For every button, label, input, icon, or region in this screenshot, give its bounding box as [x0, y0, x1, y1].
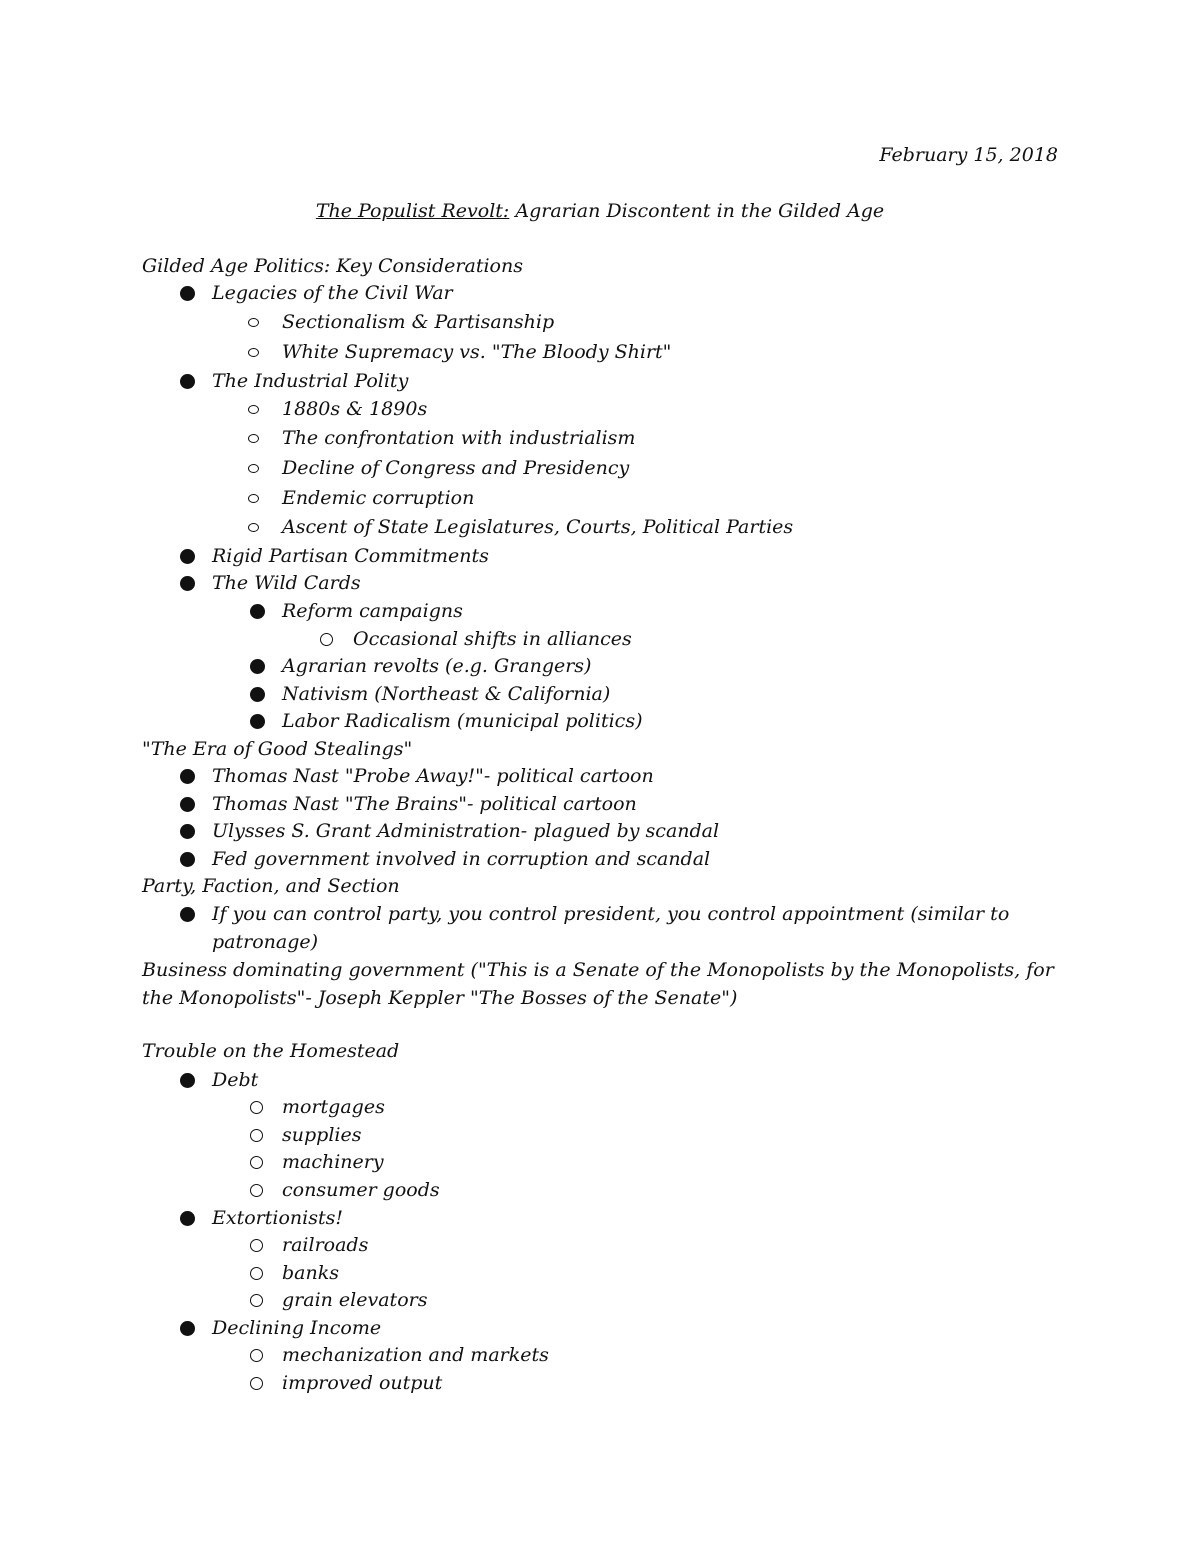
bullet-circle-icon	[250, 1156, 263, 1169]
bullet-circle-icon	[250, 1377, 263, 1390]
list-item: The confrontation with industrialism	[282, 427, 636, 449]
list-item: Rigid Partisan Commitments	[212, 545, 489, 567]
bullet-dot-icon	[250, 604, 265, 619]
bullet-circle-icon	[250, 1101, 263, 1114]
bullet-dot-icon	[180, 769, 195, 784]
list-item: The Industrial Polity	[212, 370, 409, 392]
list-item: Debt	[212, 1069, 259, 1091]
bullet-circle-icon	[320, 633, 333, 646]
section-heading-era-of-good-stealings: "The Era of Good Stealings"	[142, 738, 413, 760]
list-item: Declining Income	[212, 1317, 382, 1339]
list-item: mortgages	[282, 1096, 385, 1118]
list-item: machinery	[282, 1151, 384, 1173]
list-item: Reform campaigns	[282, 600, 463, 622]
list-item-continuation: patronage)	[212, 931, 319, 953]
bullet-dot-icon	[180, 286, 195, 301]
bullet-small-circle-icon	[248, 494, 259, 503]
list-item: Sectionalism & Partisanship	[282, 311, 555, 333]
list-item: Extortionists!	[212, 1207, 343, 1229]
bullet-small-circle-icon	[248, 405, 259, 414]
bullet-circle-icon	[250, 1239, 263, 1252]
list-item: Labor Radicalism (municipal politics)	[282, 710, 643, 732]
list-item: Decline of Congress and Presidency	[282, 457, 630, 479]
section-heading-trouble-on-homestead: Trouble on the Homestead	[142, 1040, 400, 1062]
list-item: Nativism (Northeast & California)	[282, 683, 611, 705]
list-item: Legacies of the Civil War	[212, 282, 453, 304]
section-heading-gilded-age-politics: Gilded Age Politics: Key Considerations	[142, 255, 523, 277]
list-item: White Supremacy vs. "The Bloody Shirt"	[282, 341, 672, 363]
bullet-dot-icon	[180, 1211, 195, 1226]
list-item: 1880s & 1890s	[282, 398, 428, 420]
paragraph-line: the Monopolists"- Joseph Keppler "The Bosses of the Senate")	[142, 987, 738, 1009]
list-item: Fed government involved in corruption and scandal	[212, 848, 711, 870]
paragraph-line: Business dominating government ("This is a Senate of the Monopolists by the Monopolists, for	[142, 959, 1054, 981]
bullet-circle-icon	[250, 1294, 263, 1307]
list-item: If you can control party, you control president, you control appointment (similar to	[212, 903, 1010, 925]
list-item: grain elevators	[282, 1289, 428, 1311]
bullet-small-circle-icon	[248, 434, 259, 443]
title-subtitle: Agrarian Discontent in the Gilded Age	[509, 200, 885, 222]
bullet-dot-icon	[180, 852, 195, 867]
list-item: supplies	[282, 1124, 362, 1146]
list-item: Agrarian revolts (e.g. Grangers)	[282, 655, 592, 677]
list-item: improved output	[282, 1372, 443, 1394]
bullet-dot-icon	[180, 374, 195, 389]
bullet-dot-icon	[180, 824, 195, 839]
bullet-circle-icon	[250, 1184, 263, 1197]
bullet-dot-icon	[250, 687, 265, 702]
title-underlined: The Populist Revolt:	[315, 200, 510, 222]
bullet-small-circle-icon	[248, 523, 259, 532]
section-heading-party-faction-section: Party, Faction, and Section	[142, 875, 400, 897]
bullet-small-circle-icon	[248, 348, 259, 357]
document-date: February 15, 2018	[879, 144, 1058, 166]
bullet-dot-icon	[250, 714, 265, 729]
bullet-small-circle-icon	[248, 318, 259, 327]
list-item: Ulysses S. Grant Administration- plagued by scandal	[212, 820, 720, 842]
list-item: Occasional shifts in alliances	[353, 628, 632, 650]
bullet-dot-icon	[250, 659, 265, 674]
list-item: banks	[282, 1262, 339, 1284]
list-item: railroads	[282, 1234, 369, 1256]
list-item: Thomas Nast "The Brains"- political cartoon	[212, 793, 637, 815]
list-item: The Wild Cards	[212, 572, 361, 594]
bullet-circle-icon	[250, 1349, 263, 1362]
list-item: mechanization and markets	[282, 1344, 549, 1366]
bullet-small-circle-icon	[248, 464, 259, 473]
bullet-circle-icon	[250, 1267, 263, 1280]
bullet-dot-icon	[180, 907, 195, 922]
bullet-circle-icon	[250, 1129, 263, 1142]
list-item: Endemic corruption	[282, 487, 475, 509]
document-title	[0, 199, 1200, 223]
list-item: Ascent of State Legislatures, Courts, Political Parties	[282, 516, 794, 538]
bullet-dot-icon	[180, 1321, 195, 1336]
list-item: consumer goods	[282, 1179, 440, 1201]
bullet-dot-icon	[180, 549, 195, 564]
bullet-dot-icon	[180, 797, 195, 812]
list-item: Thomas Nast "Probe Away!"- political cartoon	[212, 765, 654, 787]
bullet-dot-icon	[180, 576, 195, 591]
bullet-dot-icon	[180, 1073, 195, 1088]
